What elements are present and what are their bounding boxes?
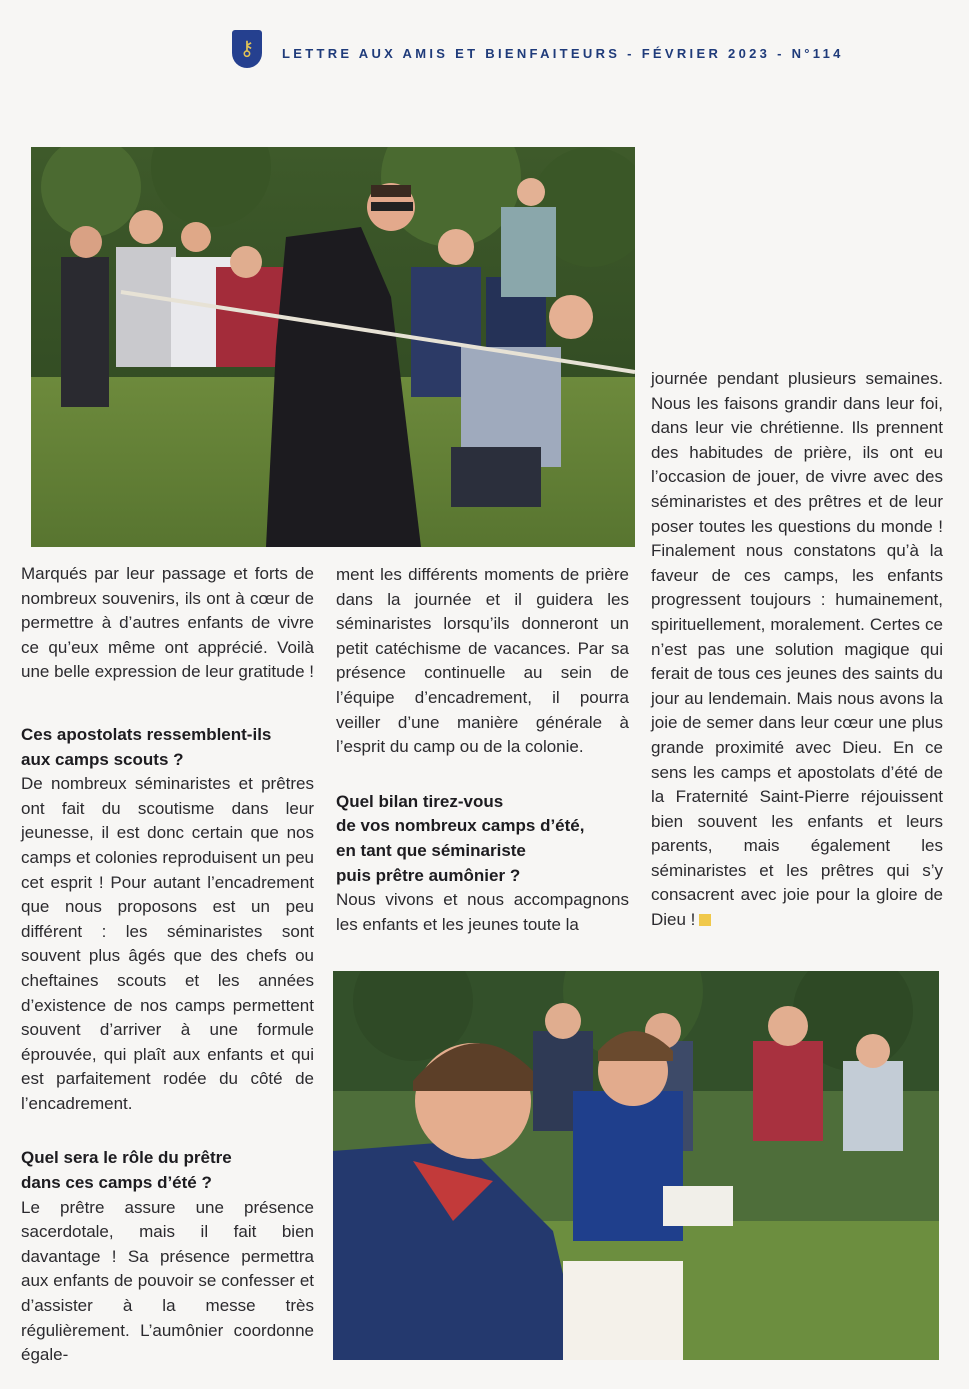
question-heading xyxy=(21,1146,314,1195)
end-of-article-icon xyxy=(699,914,711,926)
paragraph: De nombreux séminaristes et prêtres ont fait du scoutisme dans leur jeunesse, il est donc certain que nos camps et colonies reproduisent un peu cet esprit ! Pour autant l’encadrement que nous proposons est un peu différent : les séminaristes sont souvent plus âgés que des chefs ou cheftaines scouts et les années d’existence de nos camps permettent souvent d’arriver à une formule éprouvée, qui plaît aux enfants et qui est parfaitement rodée du côté de l’encadrement. xyxy=(21,774,314,1113)
heading-line: en tant que séminariste xyxy=(336,840,526,860)
heading-line: aux camps scouts ? xyxy=(21,749,184,769)
paragraph: ment les différents moments de prière dans la journée et il guidera les séminaristes lorsqu’ils donneront un petit catéchisme de vacances. Par sa présence continuelle au sein de l’équipe d’encadrement, il pourra veiller d’une manière générale à l’esprit du camp ou de la colonie. xyxy=(336,565,629,757)
text-column-2 xyxy=(336,563,629,937)
paragraph: Nous vivons et nous accompagnons les enfants et les jeunes toute la xyxy=(336,890,629,934)
paragraph xyxy=(651,367,943,933)
question-heading xyxy=(336,790,629,888)
page-header xyxy=(232,30,962,74)
text-column-3 xyxy=(651,367,943,933)
tug-of-war-photo xyxy=(31,147,635,547)
heading-line: dans ces camps d’été ? xyxy=(21,1173,212,1193)
paragraph: Le prêtre assure une présence sacerdotale, mais il fait bien davantage ! Sa présence permettra aux enfants de pouvoir se confesser et d’assister à la messe très régulièrement. L’aumônier coordonne égale- xyxy=(21,1197,314,1365)
paragraph-text: journée pendant plusieurs semaines. Nous les faisons grandir dans leur foi, dans leur vie chrétienne. Ils prennent des habitudes de prière, ils ont eu l’occasion de jouer, de vivre avec des séminaristes et des prêtres et de leur poser toutes les questions du monde ! Finalement nous constatons qu’à la faveur de ces camps, les enfants progressent toujours : humainement, spirituellement, moralement. Certes ce n’est pas une solution magique qui ferait de tous ces jeunes des saints du jour au lendemain. Mais nous avons la joie de semer dans leur cœur une plus grande proximité avec Dieu. En ce sens les camps et apostolats d’été de la Fraternité Saint-Pierre réjouissent bien souvent les enfants et leurs parents, mais également les séminaristes et les prêtres qui s’y consacrent avec joie pour la gloire de Dieu ! xyxy=(651,369,943,930)
heading-line: Quel sera le rôle du prêtre xyxy=(21,1148,232,1168)
heading-line: de vos nombreux camps d’été, xyxy=(336,816,585,836)
paragraph: Marqués par leur passage et forts de nombreux souvenirs, ils ont à cœur de permettre à d’autres enfants de vivre ce qu’eux même ont apprécié. Voilà une belle expression de leur gratitude ! xyxy=(21,564,314,682)
reading-children-photo xyxy=(333,971,939,1360)
heading-line: Quel bilan tirez-vous xyxy=(336,791,504,811)
text-column-1 xyxy=(21,562,314,1368)
crossed-keys-icon: ⚷ xyxy=(232,30,262,68)
heading-line: Ces apostolats ressemblent-ils xyxy=(21,724,272,744)
heading-line: puis prêtre aumônier ? xyxy=(336,865,521,885)
question-heading xyxy=(21,723,314,772)
header-title: LETTRE AUX AMIS ET BIENFAITEURS - FÉVRIER 2023 - N°114 xyxy=(282,46,844,61)
